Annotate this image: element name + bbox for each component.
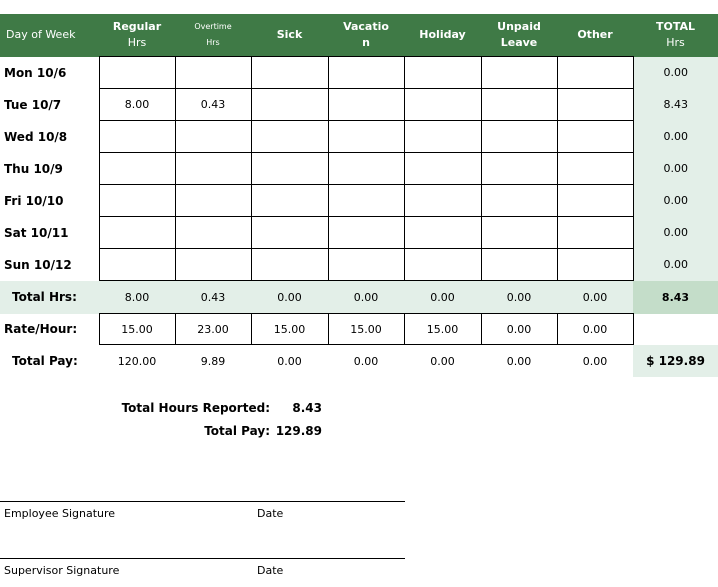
header-total: TOTAL Hrs <box>633 14 718 57</box>
overtime-pay: 9.89 <box>200 354 226 368</box>
unpaid-leave-hours-cell[interactable] <box>481 153 557 185</box>
holiday-rate-cell[interactable]: 15.00 <box>404 314 481 345</box>
header-row <box>0 14 718 57</box>
total-sick-hours: 0.00 <box>251 281 328 314</box>
total-other-hours: 0.00 <box>557 281 633 314</box>
other-hours-cell[interactable] <box>557 185 633 217</box>
timesheet-table <box>0 14 718 377</box>
unpaid-leave-hours-cell[interactable] <box>481 185 557 217</box>
sick-hours-cell[interactable] <box>251 217 328 249</box>
day-label: Wed 10/8 <box>4 129 68 144</box>
employee-signature-label: Employee Signature <box>4 507 116 520</box>
rate-row <box>0 314 718 345</box>
total-pay-row <box>0 345 718 378</box>
day-total-cell: 0.00 <box>633 185 718 217</box>
grand-total-hours: 8.43 <box>633 281 718 314</box>
header-vacation: Vacatio n <box>328 14 404 57</box>
holiday-hours-cell[interactable] <box>404 217 481 249</box>
regular-hours-cell[interactable] <box>99 153 175 185</box>
day-row-tue <box>0 89 718 121</box>
day-row-wed <box>0 121 718 153</box>
other-hours-cell[interactable] <box>557 249 633 281</box>
day-total-cell: 8.43 <box>633 89 718 121</box>
summary-hours-label: Total Hours Reported: <box>121 401 270 415</box>
overtime-hours-cell[interactable] <box>175 153 251 185</box>
vacation-pay: 0.00 <box>353 354 379 368</box>
sick-hours-cell[interactable] <box>251 249 328 281</box>
vacation-hours-cell[interactable] <box>328 89 404 121</box>
overtime-hours-cell[interactable] <box>175 217 251 249</box>
sick-hours-cell[interactable] <box>251 121 328 153</box>
unpaid-leave-hours-cell[interactable] <box>481 217 557 249</box>
supervisor-signature-label: Supervisor Signature <box>4 564 120 577</box>
sick-hours-cell[interactable] <box>251 185 328 217</box>
regular-rate-cell[interactable]: 15.00 <box>99 314 175 345</box>
holiday-hours-cell[interactable] <box>404 249 481 281</box>
regular-hours-cell[interactable] <box>99 121 175 153</box>
employee-signature-line[interactable] <box>0 501 405 502</box>
day-total-cell: 0.00 <box>633 249 718 281</box>
other-hours-cell[interactable] <box>557 57 633 89</box>
unpaid-leave-hours-cell[interactable] <box>481 121 557 153</box>
summary-pay-value: 129.89 <box>275 424 322 438</box>
unpaid-leave-hours-cell[interactable] <box>481 89 557 121</box>
rate-label: Rate/Hour: <box>4 322 78 336</box>
overtime-rate-cell[interactable]: 23.00 <box>175 314 251 345</box>
supervisor-signature-line[interactable] <box>0 558 405 559</box>
holiday-pay: 0.00 <box>430 354 455 368</box>
total-unpaid-hours: 0.00 <box>481 281 557 314</box>
overtime-hours-cell[interactable] <box>175 121 251 153</box>
overtime-hours-cell[interactable] <box>175 249 251 281</box>
regular-hours-cell[interactable] <box>99 249 175 281</box>
vacation-hours-cell[interactable] <box>328 153 404 185</box>
header-overtime: Overtime Hrs <box>175 14 251 57</box>
day-row-fri <box>0 185 718 217</box>
regular-hours-cell[interactable] <box>99 217 175 249</box>
sick-hours-cell[interactable] <box>251 153 328 185</box>
day-label: Fri 10/10 <box>4 193 64 208</box>
day-total-cell: 0.00 <box>633 153 718 185</box>
sick-hours-cell[interactable] <box>251 57 328 89</box>
day-label: Thu 10/9 <box>4 161 63 176</box>
regular-hours-cell[interactable]: 8.00 <box>99 89 175 121</box>
holiday-hours-cell[interactable] <box>404 185 481 217</box>
other-pay: 0.00 <box>582 354 608 368</box>
day-total-cell: 0.00 <box>633 217 718 249</box>
summary-pay-label: Total Pay: <box>204 424 270 438</box>
employee-date-label: Date <box>257 507 284 520</box>
overtime-hours-cell[interactable] <box>175 57 251 89</box>
vacation-rate-cell[interactable]: 15.00 <box>328 314 404 345</box>
overtime-hours-cell[interactable]: 0.43 <box>175 89 251 121</box>
vacation-hours-cell[interactable] <box>328 57 404 89</box>
day-label: Mon 10/6 <box>4 65 67 80</box>
holiday-hours-cell[interactable] <box>404 121 481 153</box>
header-unpaid-leave: Unpaid Leave <box>481 14 557 57</box>
other-hours-cell[interactable] <box>557 89 633 121</box>
total-regular-hours: 8.00 <box>99 281 175 314</box>
unpaid-rate-cell[interactable]: 0.00 <box>481 314 557 345</box>
header-day-of-week: Day of Week <box>0 14 99 57</box>
day-row-sun <box>0 249 718 281</box>
header-other: Other <box>557 14 633 57</box>
vacation-hours-cell[interactable] <box>328 121 404 153</box>
day-row-mon <box>0 57 718 89</box>
day-total-cell: 0.00 <box>633 57 718 89</box>
other-rate-cell[interactable]: 0.00 <box>557 314 633 345</box>
rate-total-empty <box>633 314 718 345</box>
other-hours-cell[interactable] <box>557 153 633 185</box>
unpaid-leave-hours-cell[interactable] <box>481 249 557 281</box>
unpaid-pay: 0.00 <box>506 354 532 368</box>
unpaid-leave-hours-cell[interactable] <box>481 57 557 89</box>
holiday-hours-cell[interactable] <box>404 89 481 121</box>
vacation-hours-cell[interactable] <box>328 217 404 249</box>
total-overtime-hours: 0.43 <box>175 281 251 314</box>
sick-pay: 0.00 <box>277 354 302 368</box>
regular-pay: 120.00 <box>117 354 157 368</box>
header-holiday: Holiday <box>404 14 481 57</box>
supervisor-date-label: Date <box>257 564 284 577</box>
regular-hours-cell[interactable] <box>99 185 175 217</box>
total-pay-label: Total Pay: <box>12 353 78 368</box>
day-label: Sat 10/11 <box>4 225 69 240</box>
grand-total-pay: $ 129.89 <box>633 345 718 378</box>
day-total-cell: 0.00 <box>633 121 718 153</box>
vacation-hours-cell[interactable] <box>328 185 404 217</box>
overtime-hours-cell[interactable] <box>175 185 251 217</box>
header-sick: Sick <box>251 14 328 57</box>
total-hours-label: Total Hrs: <box>0 281 99 314</box>
holiday-hours-cell[interactable] <box>404 153 481 185</box>
regular-hours-cell[interactable] <box>99 57 175 89</box>
header-regular: Regular Hrs <box>99 14 175 57</box>
total-holiday-hours: 0.00 <box>404 281 481 314</box>
other-hours-cell[interactable] <box>557 121 633 153</box>
total-vacation-hours: 0.00 <box>328 281 404 314</box>
sick-rate-cell[interactable]: 15.00 <box>251 314 328 345</box>
sick-hours-cell[interactable] <box>251 89 328 121</box>
total-hours-row <box>0 281 718 314</box>
summary-hours-value: 8.43 <box>292 401 322 415</box>
holiday-hours-cell[interactable] <box>404 57 481 89</box>
vacation-hours-cell[interactable] <box>328 249 404 281</box>
other-hours-cell[interactable] <box>557 217 633 249</box>
day-label: Tue 10/7 <box>4 97 62 112</box>
day-label: Sun 10/12 <box>4 257 72 272</box>
day-row-sat <box>0 217 718 249</box>
day-row-thu <box>0 153 718 185</box>
